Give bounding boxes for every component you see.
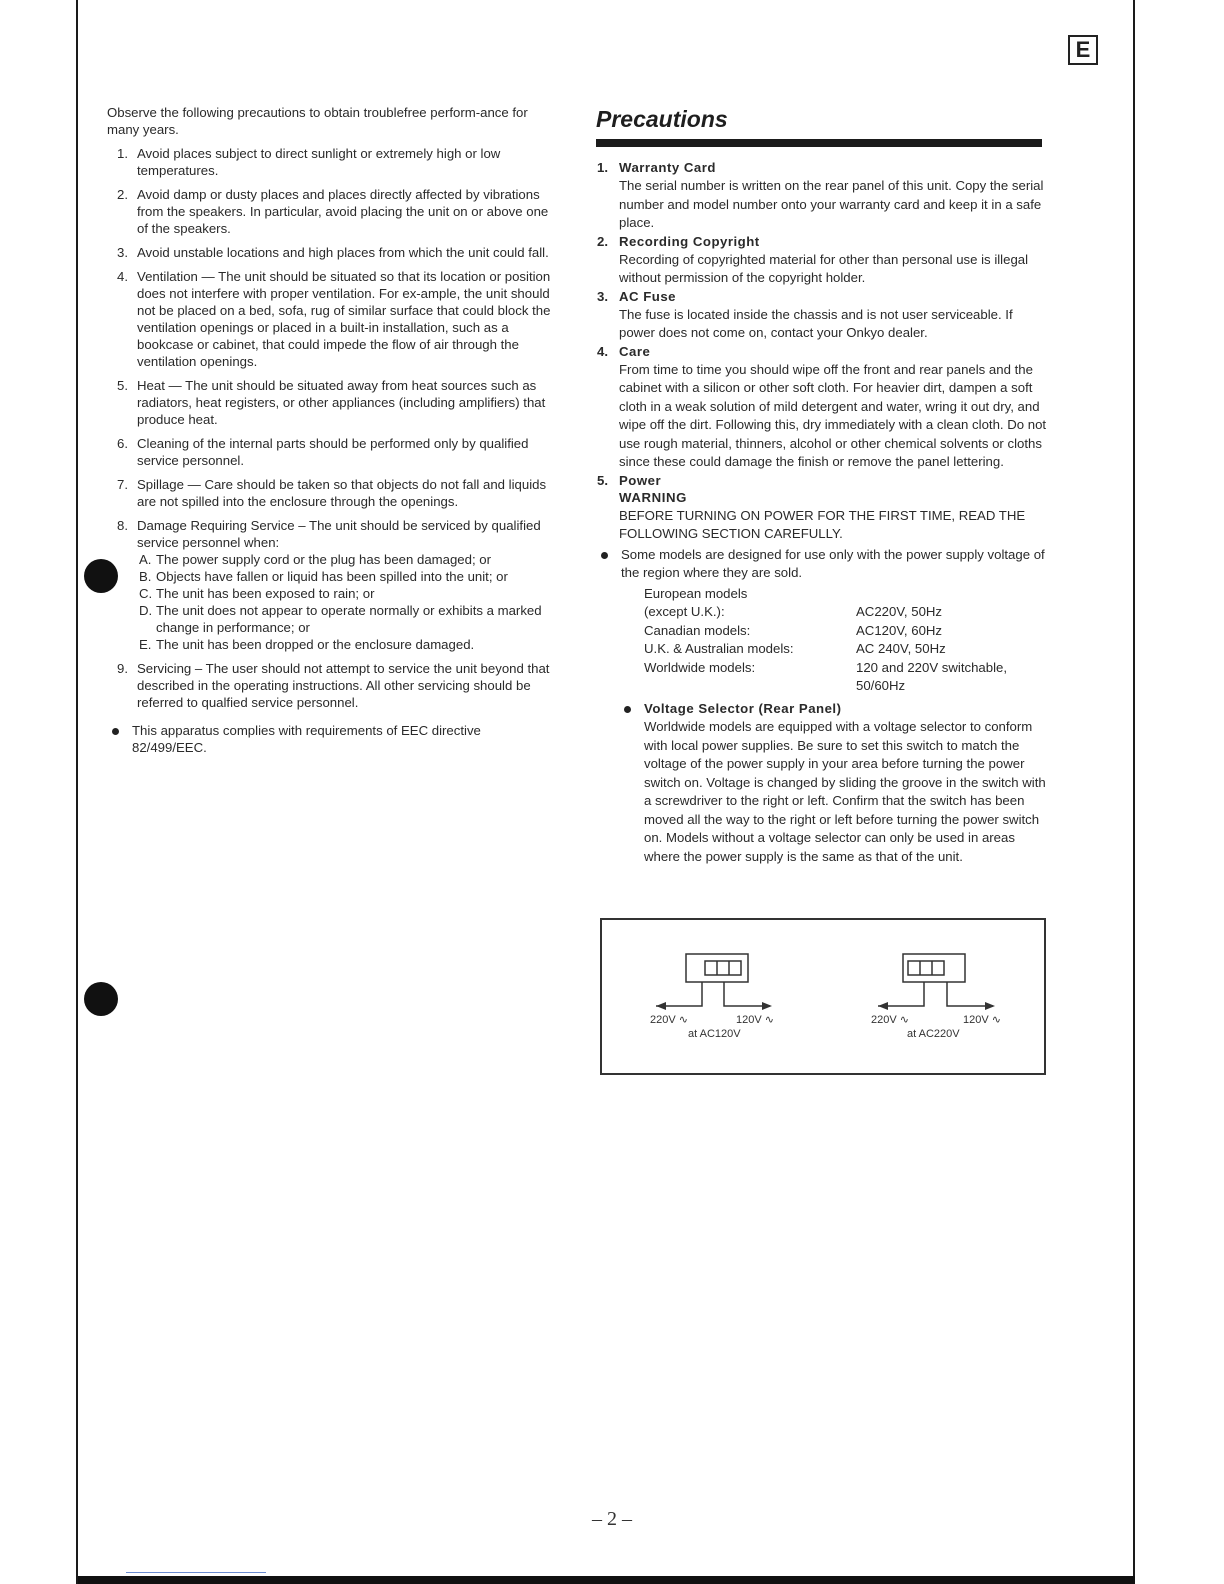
model-voltage: AC220V, 50Hz [856,604,943,619]
sub-item [137,585,559,602]
model-name: European models [644,585,748,601]
sub-mark: A. [139,552,152,567]
list-item [107,186,559,237]
page-title: Precautions [596,106,728,132]
list-item [107,244,559,261]
title-rule [596,139,1042,147]
item-text: Spillage — Care should be taken so that objects do not fall and liquids are not spilled into the enclosure through the openings. [137,477,547,509]
item-text: Avoid unstable locations and high places from which the unit could fall. [137,245,549,260]
section-copyright [596,233,1048,288]
model-name: Worldwide models: [644,659,756,675]
item-number: 4. [117,269,128,284]
table-row [644,659,1048,678]
model-voltage: AC 240V, 50Hz [856,641,946,656]
sub-mark: D. [139,603,153,618]
item-number: 9. [117,661,128,676]
section-number: 1. [597,160,608,175]
section-text: The fuse is located inside the chassis and is not user serviceable. If power does not come on, contact your Onkyo dealer. [619,306,1013,340]
supply-note [596,546,1048,583]
diagram-caption: at AC220V [907,1028,960,1040]
sub-mark: C. [139,586,153,601]
precaution-list [107,145,559,711]
eec-note-text: This apparatus complies with requirements of EEC directive 82/499/EEC. [132,723,481,755]
sub-mark: B. [139,569,152,584]
sub-text: The unit has been exposed to rain; or [156,586,375,601]
list-item [107,435,559,469]
list-item [107,377,559,428]
scan-edge-right [1133,0,1135,1584]
list-item [107,476,559,510]
section-heading: Power [619,472,662,488]
table-row [644,640,1048,659]
right-column [596,104,1048,866]
section-fuse [596,288,1048,343]
voltage-label-120v: 120V ∿ [736,1014,774,1026]
sub-text: The unit does not appear to operate normally or exhibits a marked change in performance; or [156,603,542,635]
item-text: Cleaning of the internal parts should be performed only by qualified service personnel. [137,436,529,468]
item-number: 5. [117,378,128,393]
sub-item [137,636,559,653]
sub-text: The power supply cord or the plug has been damaged; or [156,552,492,567]
sub-item [137,602,559,636]
list-item [107,145,559,179]
model-name: U.K. & Australian models: [644,641,794,656]
model-voltage: 50/60Hz [856,678,906,693]
item-text: Ventilation — The unit should be situated so that its location or position does not interfere with proper ventilation. For ex-ample, the unit should not be placed on a bed, sofa, rug of similar surface that could block the ventilation openings or placed in a built-in installation, such as a bookcase or cabinet, that could impede the flow of air through the ventilation openings. [137,269,551,369]
scan-bottom-edge [78,1576,1135,1584]
eec-note [107,722,559,756]
bullet-dot-icon [112,728,119,735]
voltage-switch-diagram [600,918,1046,1075]
sub-item [137,568,559,585]
item-text: Avoid damp or dusty places and places directly affected by vibrations from the speakers. In particular, avoid placing the unit on or above one of the speakers. [137,187,549,236]
left-column [107,104,559,756]
model-voltage: 120 and 220V switchable, [856,659,1008,675]
item-number: 3. [117,245,128,260]
section-heading: Warranty Card [619,160,716,175]
supply-note-text: Some models are designed for use only with the power supply voltage of the region where they are sold. [621,546,1045,580]
table-row [644,677,1048,696]
section-number: 2. [597,233,608,249]
voltage-label-220v: 220V ∿ [650,1014,688,1026]
scan-bottom-line [126,1572,266,1573]
sub-text: The unit has been dropped or the enclosure damaged. [156,637,475,652]
item-number: 6. [117,436,128,451]
section-number: 5. [597,472,608,488]
bullet-dot-icon [624,706,631,713]
table-row [644,585,1048,604]
sub-mark: E. [139,637,152,652]
punch-hole-bottom [84,982,118,1016]
model-name: (except U.K.): [644,604,725,619]
section-text: From time to time you should wipe off the front and rear panels and the cabinet with a silicon or other soft cloth. For heavier dirt, dampen a soft cloth in a weak solution of mild detergent and water, wring it out dry, and wipe off the dirt. Following this, dry immediately with a clean cloth. Do not use rough material, thinners, alcohol or other chemical solvents or cloths since these could damage the finish or remove the panel lettering. [619,361,1047,469]
voltage-selector-text: Worldwide models are equipped with a voltage selector to conform with local power supplies. Be sure to set this switch to match the voltage of the power supply in your area before turning the power switch on. Voltage is changed by sliding the groove in the switch with a screwdriver to the right or left. Confirm that the switch has been moved all the way to the right or left before turning the power switch on. Models without a voltage selector can only be used in areas where the power supply is the same as that of the unit. [644,719,1046,864]
section-number: 4. [597,343,608,359]
warning-heading: WARNING [619,489,687,505]
model-name: Canadian models: [644,622,751,638]
item-text: Heat — The unit should be situated away from heat sources such as radiators, heat registers, or other appliances (including amplifiers) that produce heat. [137,378,546,427]
section-heading: Care [619,343,651,359]
page-number: – 2 – [592,1508,632,1530]
warning-text: BEFORE TURNING ON POWER FOR THE FIRST TIME, READ THE FOLLOWING SECTION CAREFULLY. [619,507,1026,541]
table-row [644,603,1048,622]
voltage-table [644,585,1048,696]
sub-item [137,551,559,568]
bullet-dot-icon [601,552,608,559]
list-item [107,660,559,711]
service-conditions [137,551,559,653]
section-power [596,472,1048,544]
voltage-selector-note [596,700,1048,867]
intro-text: Observe the following precautions to obtain troublefree perform-ance for many years. [107,105,528,137]
section-text: The serial number is written on the rear panel of this unit. Copy the serial number and model number onto your warranty card and keep it in a safe place. [619,178,1044,230]
section-number: 3. [597,288,608,304]
sub-text: Objects have fallen or liquid has been spilled into the unit; or [156,569,508,584]
list-item-service [107,517,559,653]
voltage-selector-heading: Voltage Selector (Rear Panel) [644,700,842,716]
voltage-label-120v: 120V ∿ [963,1014,1001,1026]
item-text: Damage Requiring Service – The unit should be serviced by qualified service personnel when: [137,518,541,550]
model-voltage: AC120V, 60Hz [856,622,943,638]
section-text: Recording of copyrighted material for other than personal use is illegal without permission of the copyright holder. [619,251,1029,285]
list-item [107,268,559,370]
language-badge: E [1068,35,1098,65]
model-name [644,677,856,696]
item-number: 8. [117,518,128,533]
switch-figure-ac220v [867,952,1027,1062]
scan-edge-left [76,0,78,1584]
model-voltage [856,585,1046,604]
item-number: 1. [117,146,128,161]
item-number: 2. [117,187,128,202]
switch-figure-ac120v [646,952,806,1062]
voltage-label-220v: 220V ∿ [871,1014,909,1026]
section-care [596,343,1048,472]
section-heading: AC Fuse [619,288,676,304]
item-text: Avoid places subject to direct sunlight or extremely high or low temperatures. [137,146,501,178]
item-number: 7. [117,477,128,492]
item-text: Servicing – The user should not attempt to service the unit beyond that described in the operating instructions. All other servicing should be referred to qualfied service personnel. [137,661,550,710]
section-warranty [596,159,1048,233]
diagram-caption: at AC120V [688,1028,741,1040]
table-row [644,622,1048,641]
section-heading: Recording Copyright [619,233,760,249]
